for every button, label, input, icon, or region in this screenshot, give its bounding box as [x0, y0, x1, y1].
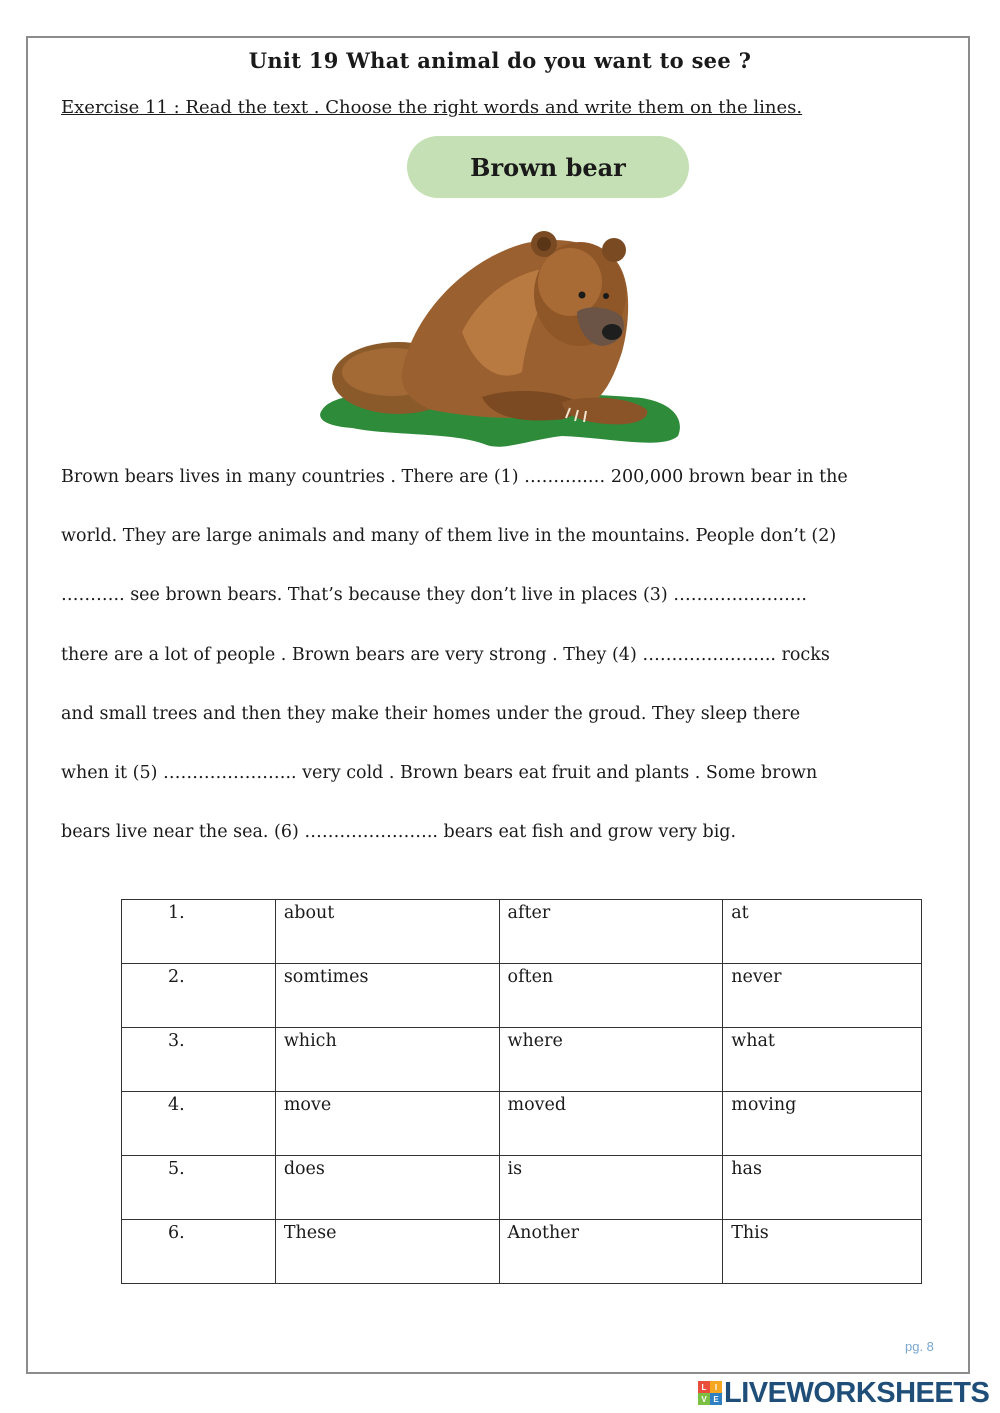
question-number: 6. — [122, 1220, 276, 1284]
option-a[interactable]: does — [275, 1156, 499, 1220]
text-line-4: there are a lot of people . Brown bears are very strong . They (4) ………………….. rocks — [61, 645, 830, 665]
option-b[interactable]: is — [499, 1156, 723, 1220]
option-b[interactable]: moved — [499, 1092, 723, 1156]
text-line-5: and small trees and then they make their homes under the groud. They sleep there — [61, 704, 801, 724]
option-a[interactable]: move — [275, 1092, 499, 1156]
table-row — [122, 964, 922, 1028]
text-line-3: ……….. see brown bears. That’s because they don’t live in places (3) ………………….. — [61, 585, 807, 605]
option-b[interactable]: often — [499, 964, 723, 1028]
table-row — [122, 1156, 922, 1220]
option-b[interactable]: Another — [499, 1220, 723, 1284]
option-c[interactable]: This — [723, 1220, 922, 1284]
question-number: 1. — [122, 900, 276, 964]
exercise-instruction: Exercise 11 : Read the text . Choose the right words and write them on the lines. — [61, 97, 803, 118]
option-b[interactable]: where — [499, 1028, 723, 1092]
text-line-1: Brown bears lives in many countries . There are (1) ………..… 200,000 brown bear in the — [61, 467, 848, 487]
table-row — [122, 1220, 922, 1284]
option-a[interactable]: somtimes — [275, 964, 499, 1028]
question-number: 3. — [122, 1028, 276, 1092]
text-line-7: bears live near the sea. (6) ………………….. bears eat fish and grow very big. — [61, 822, 737, 842]
liveworksheets-logo[interactable] — [698, 1377, 989, 1409]
table-row — [122, 1028, 922, 1092]
option-a[interactable]: about — [275, 900, 499, 964]
table-row — [122, 1092, 922, 1156]
story-title: Brown bear — [470, 152, 626, 182]
option-c[interactable]: at — [723, 900, 922, 964]
logo-icon — [698, 1381, 722, 1405]
story-title-badge — [407, 136, 689, 198]
text-line-6: when it (5) ………………….. very cold . Brown bears eat fruit and plants . Some brown — [61, 763, 818, 783]
logo-text: LIVEWORKSHEETS — [724, 1376, 990, 1409]
page-title: Unit 19 What animal do you want to see ? — [248, 48, 752, 73]
option-c[interactable]: what — [723, 1028, 922, 1092]
brown-bear-illustration — [312, 222, 688, 452]
text-line-2: world. They are large animals and many of them live in the mountains. People don’t (2) — [61, 526, 837, 546]
question-number: 2. — [122, 964, 276, 1028]
logo-letter: E — [710, 1393, 722, 1405]
answer-choices-table — [121, 899, 922, 1284]
table-row — [122, 900, 922, 964]
logo-letter: L — [698, 1381, 710, 1393]
option-c[interactable]: never — [723, 964, 922, 1028]
option-c[interactable]: moving — [723, 1092, 922, 1156]
logo-letter: I — [710, 1381, 722, 1393]
logo-letter: V — [698, 1393, 710, 1405]
option-a[interactable]: These — [275, 1220, 499, 1284]
question-number: 5. — [122, 1156, 276, 1220]
question-number: 4. — [122, 1092, 276, 1156]
option-c[interactable]: has — [723, 1156, 922, 1220]
option-a[interactable]: which — [275, 1028, 499, 1092]
option-b[interactable]: after — [499, 900, 723, 964]
page-number: pg. 8 — [905, 1339, 934, 1354]
